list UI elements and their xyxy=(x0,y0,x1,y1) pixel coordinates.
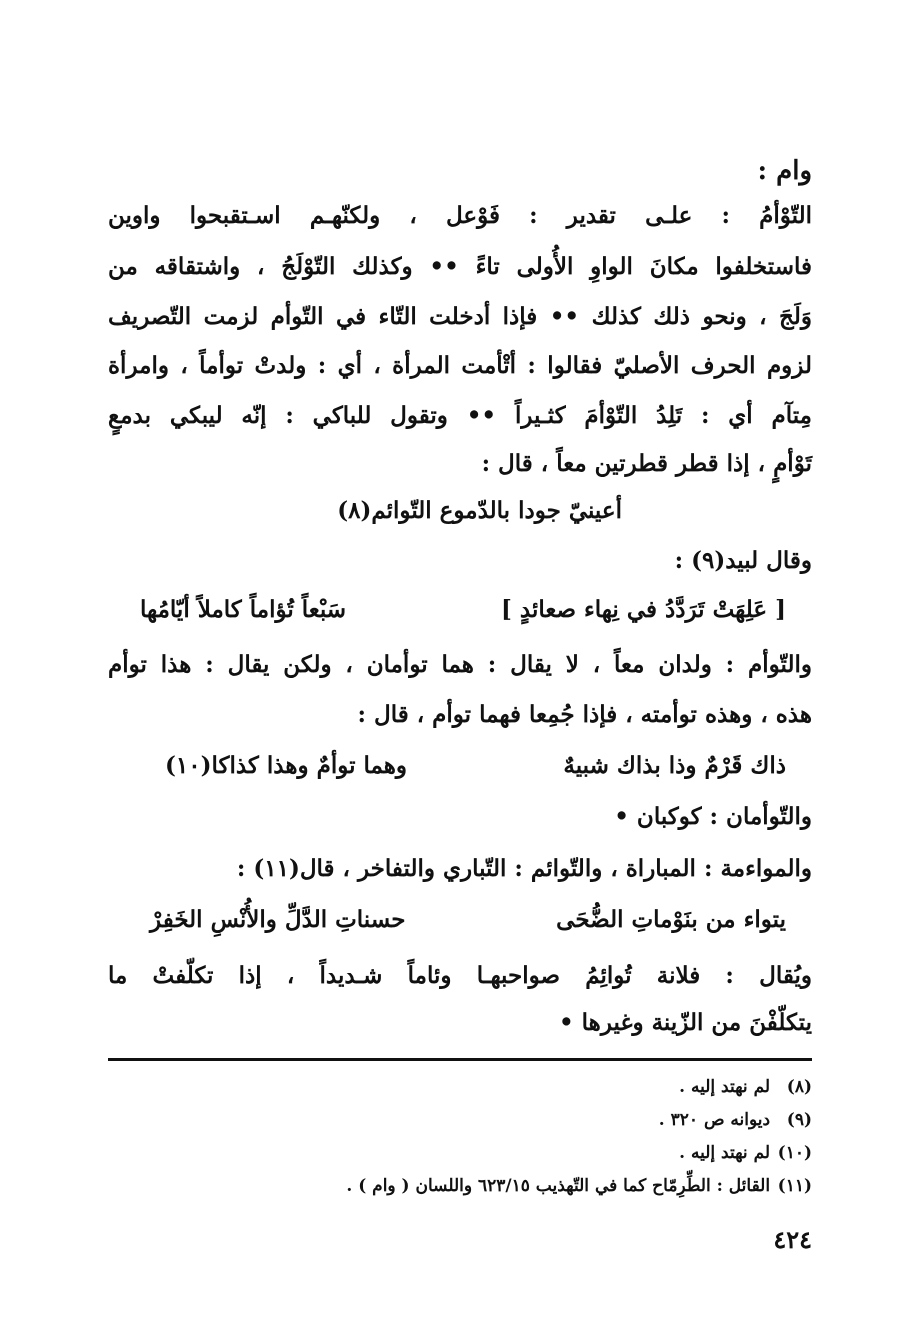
text-line: والمواءمة : المباراة ، والتّوائم : التّباري والتفاخر ، قال(١١) : xyxy=(236,855,812,882)
footnote-text: ديوانه ص ٣٢٠ . xyxy=(658,1110,771,1130)
footnote-text: لم نهتد إليه . xyxy=(679,1143,771,1163)
text-line: يتكلّفْنَ من الزّينة وغيرها • xyxy=(558,1009,812,1036)
footnote xyxy=(679,1143,812,1163)
footnote-text: لم نهتد إليه . xyxy=(679,1077,771,1097)
footnote xyxy=(679,1077,812,1097)
text-line: التّوْأمُ : علـى تقدير : فَوْعل ، ولكنّهـم اسـتقبحوا واوين xyxy=(108,202,812,229)
text-line: مِتآم أي : تَلِدُ التّوْأمَ كثـيراً •• وتقول للباكي : إنّه ليبكي بدمعٍ xyxy=(108,402,812,429)
footnote-number: (٩) xyxy=(786,1110,812,1130)
text-line: وَلَجَ ، ونحو ذلك كذلك •• فإذا أدخلت التّاء في التّوأم لزمت التّصريف xyxy=(108,303,812,330)
footnote xyxy=(659,1110,812,1130)
verse-first-hemistich: [ عَلِهَتْ تَرَدَّدُ في نِهاء صعائدٍ ] xyxy=(500,596,786,623)
footnote xyxy=(346,1176,812,1196)
page-number: ٤٢٤ xyxy=(773,1225,812,1254)
verse-second-hemistich: حسناتِ الدَّلِّ والأُنْسِ الخَفِرْ xyxy=(150,906,406,933)
text-line: فاستخلفوا مكانَ الواوِ الأُولى تاءً •• وكذلك التّوْلَجُ ، واشتقاقه من xyxy=(108,253,812,280)
entry-heading: وام : xyxy=(757,156,812,186)
text-line: لزوم الحرف الأصليّ فقالوا : أتْأمت المرأة ، أي : ولدتْ توأماً ، وامرأة xyxy=(108,352,812,379)
text-line: هذه ، وهذه توأمته ، فإذا جُمِعا فهما توأم ، قال : xyxy=(357,701,812,728)
text-line: والتّوأم : ولدان معاً ، لا يقال : هما توأمان ، ولكن يقال : هذا توأم xyxy=(108,651,812,678)
verse-hemistich: أعينيّ جودا بالدّموع التّوائم(٨) xyxy=(337,497,622,524)
text-line: ويُقال : فلانة تُوائِمُ صواحبهـا وئاماً شـديداً ، إذا تكلّفتْ ما xyxy=(108,962,812,989)
verse-second-hemistich: سَبْعاً تُؤاماً كاملاً أيّامُها xyxy=(140,596,347,623)
footnote-number: (١٠) xyxy=(777,1143,812,1163)
labid-intro: وقال لبيد(٩) : xyxy=(674,547,812,574)
verse-first-hemistich: يتواء من بنَوْماتِ الضُّحَى xyxy=(556,906,786,933)
footnote-number: (٨) xyxy=(786,1077,812,1097)
verse-first-hemistich: ذاك قَرْمٌ وذا بذاك شبيهٌ xyxy=(563,752,786,779)
footnote-number: (١١) xyxy=(777,1176,812,1196)
text-line: والتّوأمان : كوكبان • xyxy=(614,803,812,830)
footnote-text: القائل : الطِّرِمّاح كما في التّهذيب ٦٢٣/١٥ واللسان ( وام ) . xyxy=(346,1176,771,1196)
verse-second-hemistich: وهما توأمٌ وهذا كذاكا(١٠) xyxy=(165,752,408,779)
footnote-divider xyxy=(108,1058,812,1061)
text-line: تَوْأمٍ ، إذا قطر قطرتين معاً ، قال : xyxy=(481,450,812,477)
